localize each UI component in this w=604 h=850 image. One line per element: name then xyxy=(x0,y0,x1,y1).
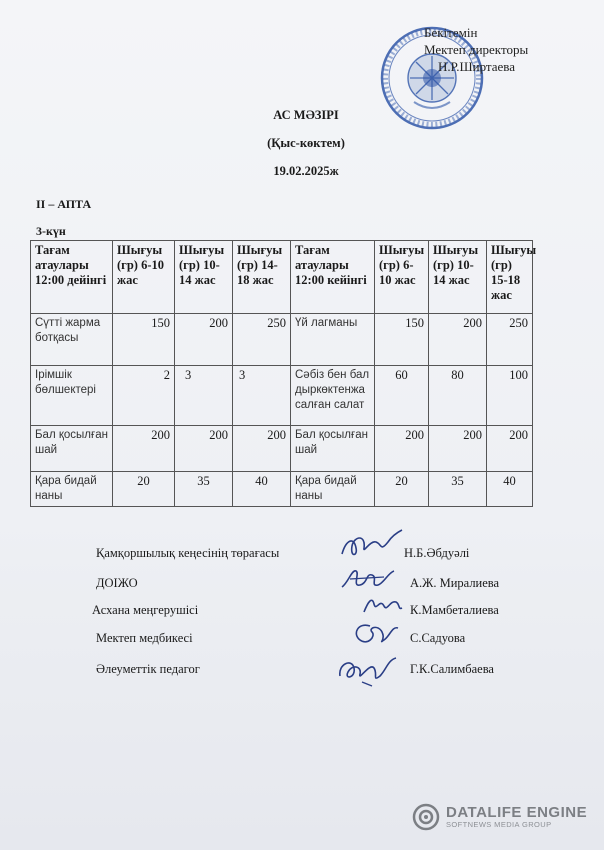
day-label: 3-күн xyxy=(36,224,66,238)
yield-cell: 40 xyxy=(233,472,291,507)
signer-role: Қамқоршылық кеңесінің төрағасы xyxy=(96,546,280,560)
handwritten-signature-icon xyxy=(360,592,404,618)
dish-before: Сүтті жарма ботқасы xyxy=(31,314,113,366)
yield-cell: 20 xyxy=(375,472,429,507)
signer-name: Н.Б.Әбдуәлі xyxy=(404,546,470,560)
table-header-row xyxy=(31,241,533,314)
yield-cell: 60 xyxy=(375,366,429,426)
header-yield-6-10-after: Шығуы (гр) 6-10 жас xyxy=(375,241,429,314)
signer-name: А.Ж. Миралиева xyxy=(410,576,500,590)
dish-after: Қара бидай наны xyxy=(291,472,375,507)
watermark-subtitle: SOFTNEWS MEDIA GROUP xyxy=(446,819,552,829)
yield-cell: 80 xyxy=(429,366,487,426)
table-row xyxy=(31,366,533,426)
dish-after: Сәбіз бен балдыркөктенжасалған салат xyxy=(291,366,375,426)
handwritten-signature-icon xyxy=(336,528,406,562)
handwritten-signature-icon xyxy=(332,652,404,688)
yield-cell: 3 xyxy=(233,366,291,426)
header-yield-15-18-after: Шығуы (гр) 15-18 жас xyxy=(487,241,533,314)
menu-date: 19.02.2025ж xyxy=(273,164,339,178)
menu-title: АС МӘЗІРІ xyxy=(273,108,339,122)
yield-cell: 250 xyxy=(487,314,533,366)
yield-cell: 3 xyxy=(175,366,233,426)
dish-after: Үй лагманы xyxy=(291,314,375,366)
yield-cell: 150 xyxy=(375,314,429,366)
yield-cell: 200 xyxy=(175,314,233,366)
header-dish-after-noon: Тағам атаулары 12:00 кейінгі xyxy=(291,241,375,314)
yield-cell: 200 xyxy=(233,426,291,472)
yield-cell: 200 xyxy=(375,426,429,472)
yield-cell: 200 xyxy=(175,426,233,472)
approval-director-name: Н.Р.Ширтаева xyxy=(438,59,516,74)
header-yield-10-14: Шығуы (гр) 10-14 жас xyxy=(175,241,233,314)
yield-cell: 250 xyxy=(233,314,291,366)
yield-cell: 100 xyxy=(487,366,533,426)
approval-position: Мектеп директоры xyxy=(424,42,529,57)
watermark-title: DATALIFE ENGINE xyxy=(446,803,588,821)
table-row xyxy=(31,426,533,472)
table-row xyxy=(31,472,533,507)
approval-heading: Бекітемін xyxy=(424,25,478,40)
yield-cell: 35 xyxy=(175,472,233,507)
signer-name: Г.К.Салимбаева xyxy=(410,662,494,676)
dish-before: Ірімшік бөлшектері xyxy=(31,366,113,426)
yield-cell: 35 xyxy=(429,472,487,507)
header-dish-before-noon: Тағам атаулары 12:00 дейінгі xyxy=(31,241,113,314)
header-yield-6-10: Шығуы (гр) 6-10 жас xyxy=(113,241,175,314)
signer-name: К.Мамбеталиева xyxy=(410,603,499,617)
datalife-logo-icon xyxy=(412,803,440,831)
yield-cell: 2 xyxy=(113,366,175,426)
menu-table xyxy=(30,240,537,507)
table-row xyxy=(31,314,533,366)
handwritten-signature-icon xyxy=(348,618,402,650)
header-yield-14-18: Шығуы (гр) 14-18 жас xyxy=(233,241,291,314)
signer-role: Мектеп медбикесі xyxy=(96,631,193,645)
yield-cell: 20 xyxy=(113,472,175,507)
signer-role: Асхана меңгерушісі xyxy=(92,603,199,617)
dish-before: Қара бидай наны xyxy=(31,472,113,507)
yield-cell: 150 xyxy=(113,314,175,366)
site-watermark xyxy=(412,803,587,831)
signer-role: ДОІЖО xyxy=(96,576,138,590)
menu-season: (Қыс-көктем) xyxy=(267,136,345,150)
header-yield-10-14-after: Шығуы (гр) 10-14 жас xyxy=(429,241,487,314)
yield-cell: 200 xyxy=(429,314,487,366)
handwritten-signature-icon xyxy=(338,563,400,593)
dish-after: Бал қосылған шай xyxy=(291,426,375,472)
yield-cell: 40 xyxy=(487,472,533,507)
yield-cell: 200 xyxy=(113,426,175,472)
dish-before: Бал қосылған шай xyxy=(31,426,113,472)
yield-cell: 200 xyxy=(429,426,487,472)
approval-block xyxy=(424,24,528,75)
signer-name: С.Садуова xyxy=(410,631,466,645)
week-label: II – АПТА xyxy=(36,197,92,211)
yield-cell: 200 xyxy=(487,426,533,472)
signer-role: Әлеуметтік педагог xyxy=(96,662,200,676)
